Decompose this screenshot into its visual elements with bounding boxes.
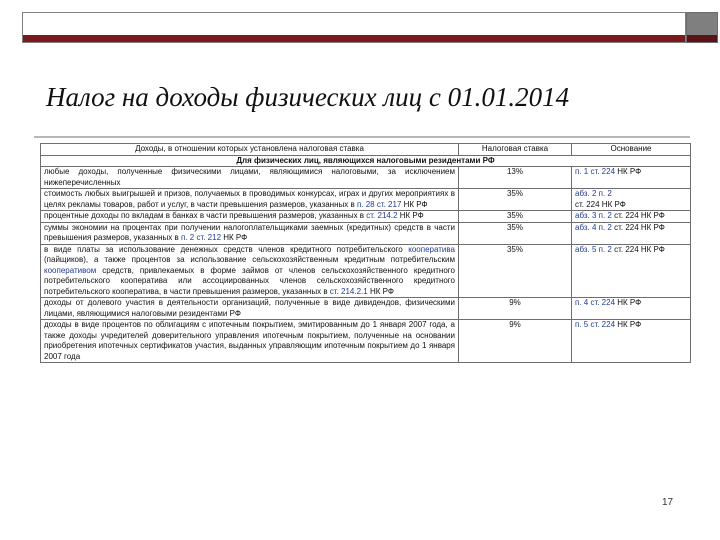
law-reference-link[interactable]: п. 5 ст. 224 [575,320,616,329]
law-reference-link[interactable]: ст. 214.2.1 [329,286,368,296]
basis-cell [572,189,691,211]
text-fragment: НК РФ [221,233,248,242]
text-fragment: суммы экономии на процентах при получении налогоплательщиками заемных (кредитных) средств в части превышения размеров, указанных в [44,222,455,242]
text-fragment: доходы в виде процентов по облигациям с ипотечным покрытием, эмитированным до 1 января 2007 года, а также доходы учредителей доверительного управления ипотечным покрытием, полученные на основании приобретения ипотечных сертификатов участия, выданных управляющим ипотечным покрытием до 1 января 2007 года [44,320,455,361]
basis-cell [572,222,691,244]
table-row [41,189,691,211]
table-row [41,222,691,244]
income-cell [41,244,459,298]
header-basis: Основание [572,144,691,156]
table-header-row [41,144,691,156]
tax-rate-table [40,143,691,363]
law-reference-link[interactable]: п. 1 ст. 224 [575,167,616,176]
page-number: 17 [662,497,674,508]
resident-section-row [41,155,691,167]
header-rate: Налоговая ставка [459,144,572,156]
rate-cell: 35% [459,222,572,244]
text-fragment: в виде платы за использование денежных средств членов кредитного потребительского [44,244,409,254]
rate-cell: 9% [459,298,572,320]
income-cell [41,298,459,320]
title-divider [34,136,690,138]
text-fragment: процентные доходы по вкладам в банках в части превышения размеров, указанных в [44,211,367,220]
text-fragment: НК РФ [615,320,642,329]
rate-cell: 35% [459,211,572,223]
income-cell [41,320,459,363]
text-fragment: НК РФ [397,211,424,220]
basis-cell [572,244,691,298]
text-fragment: ст. 224 НК РФ [611,222,665,232]
law-reference-link[interactable]: кооперативом [44,265,97,275]
basis-cell [572,211,691,223]
table-row [41,298,691,320]
table-row [41,211,691,223]
law-reference-link[interactable]: кооператива [408,244,455,254]
top-decoration-bar [22,12,686,43]
basis-cell [572,320,691,363]
law-reference-link[interactable]: абз. 3 п. 2 [575,211,612,220]
law-reference-link[interactable]: п. 2 ст. 212 [181,233,222,242]
text-fragment: НК РФ [367,286,394,296]
resident-section-label: Для физических лиц, являющихся налоговыми резидентами РФ [41,155,691,167]
text-fragment: (пайщиков), а также процентов за использование сельскохозяйственным кредитным потребительским [44,255,455,264]
text-fragment: НК РФ [615,298,642,307]
law-reference-link[interactable]: п. 4 ст. 224 [575,298,616,307]
income-cell [41,167,459,189]
income-cell [41,189,459,211]
text-fragment: НК РФ [401,199,428,209]
text-fragment: средств, привлекаемых в форме займов от членов сельскохозяйственного кредитного потребительского кооператива или ассоциированных членов сельскохозяйственного кредитного потребительского кооператива, в части превышения размеров, указанных в [44,265,455,296]
table-row [41,320,691,363]
law-reference-link[interactable]: абз. 4 п. 2 [575,222,612,232]
text-fragment: любые доходы, полученные физическими лицами, являющимися налоговыми, за исключением нижеперечисленных [44,167,455,187]
text-fragment: доходы от долевого участия в деятельности организаций, полученные в виде дивидендов, физическими лицами, являющимися налоговыми резидентами РФ [44,298,455,318]
income-cell [41,211,459,223]
law-reference-link[interactable]: абз. 5 п. 2 [575,244,612,254]
law-reference-link[interactable]: п. 28 ст. 217 [356,199,402,209]
text-fragment: ст. 224 НК РФ [611,244,665,254]
slide-title: Налог на доходы физических лиц с 01.01.2014 [46,82,570,112]
table-row [41,244,691,298]
rate-cell: 35% [459,189,572,211]
table-row [41,167,691,189]
basis-cell [572,298,691,320]
header-income: Доходы, в отношении которых установлена налоговая ставка [41,144,459,156]
rate-cell: 9% [459,320,572,363]
basis-cell [572,167,691,189]
text-fragment: ст. 224 НК РФ [575,199,626,209]
rate-cell: 35% [459,244,572,298]
text-fragment: НК РФ [615,167,642,176]
income-cell [41,222,459,244]
law-reference-link[interactable]: ст. 214.2 [366,211,398,220]
rate-cell: 13% [459,167,572,189]
text-fragment: стоимость любых выигрышей и призов, получаемых в проводимых конкурсах, играх и других мероприятиях в целях рекламы товаров, работ и услуг, в части превышения размеров, указанных в [44,189,455,209]
text-fragment: ст. 224 НК РФ [611,211,665,220]
law-reference-link[interactable]: абз. 2 п. 2 [575,189,612,198]
top-decoration-block [686,12,718,43]
